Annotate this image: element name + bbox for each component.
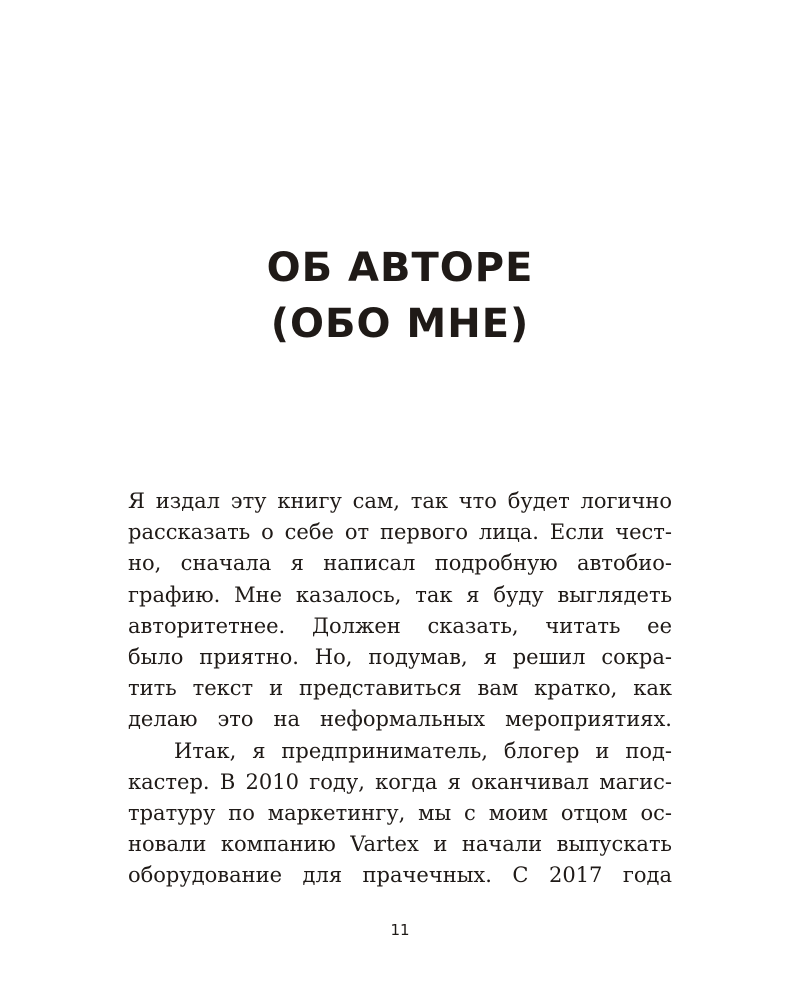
text-line: тить текст и представиться вам кратко, как: [128, 676, 672, 701]
page-number: 11: [390, 921, 410, 939]
text-line: тратуру по маркетингу, мы с моим отцом ос-: [128, 801, 672, 826]
chapter-title-line-1: ОБ АВТОРЕ: [266, 245, 534, 291]
text-line: Итак, я предприниматель, блогер и под-: [174, 738, 672, 763]
chapter-title: [0, 240, 800, 352]
text-line: авторитетнее. Должен сказать, читать ее: [128, 613, 672, 638]
text-line: но, сначала я написал подробную автобио-: [128, 551, 672, 576]
text-line: делаю это на неформальных мероприятиях.: [128, 707, 672, 732]
text-line: оборудование для прачечных. С 2017 года: [128, 863, 672, 888]
chapter-title-line-2: (ОБО МНЕ): [270, 301, 530, 347]
text-line: графию. Мне казалось, так я буду выглядеть: [128, 582, 672, 607]
body-text: [128, 486, 672, 892]
text-line: было приятно. Но, подумав, я решил сокра-: [128, 645, 672, 670]
text-line: новали компанию Vartex и начали выпускать: [128, 832, 672, 857]
text-line: рассказать о себе от первого лица. Если чест-: [128, 520, 672, 545]
text-line: кастер. В 2010 году, когда я оканчивал магис-: [128, 769, 672, 794]
text-line: Я издал эту книгу сам, так что будет логично: [128, 489, 672, 513]
